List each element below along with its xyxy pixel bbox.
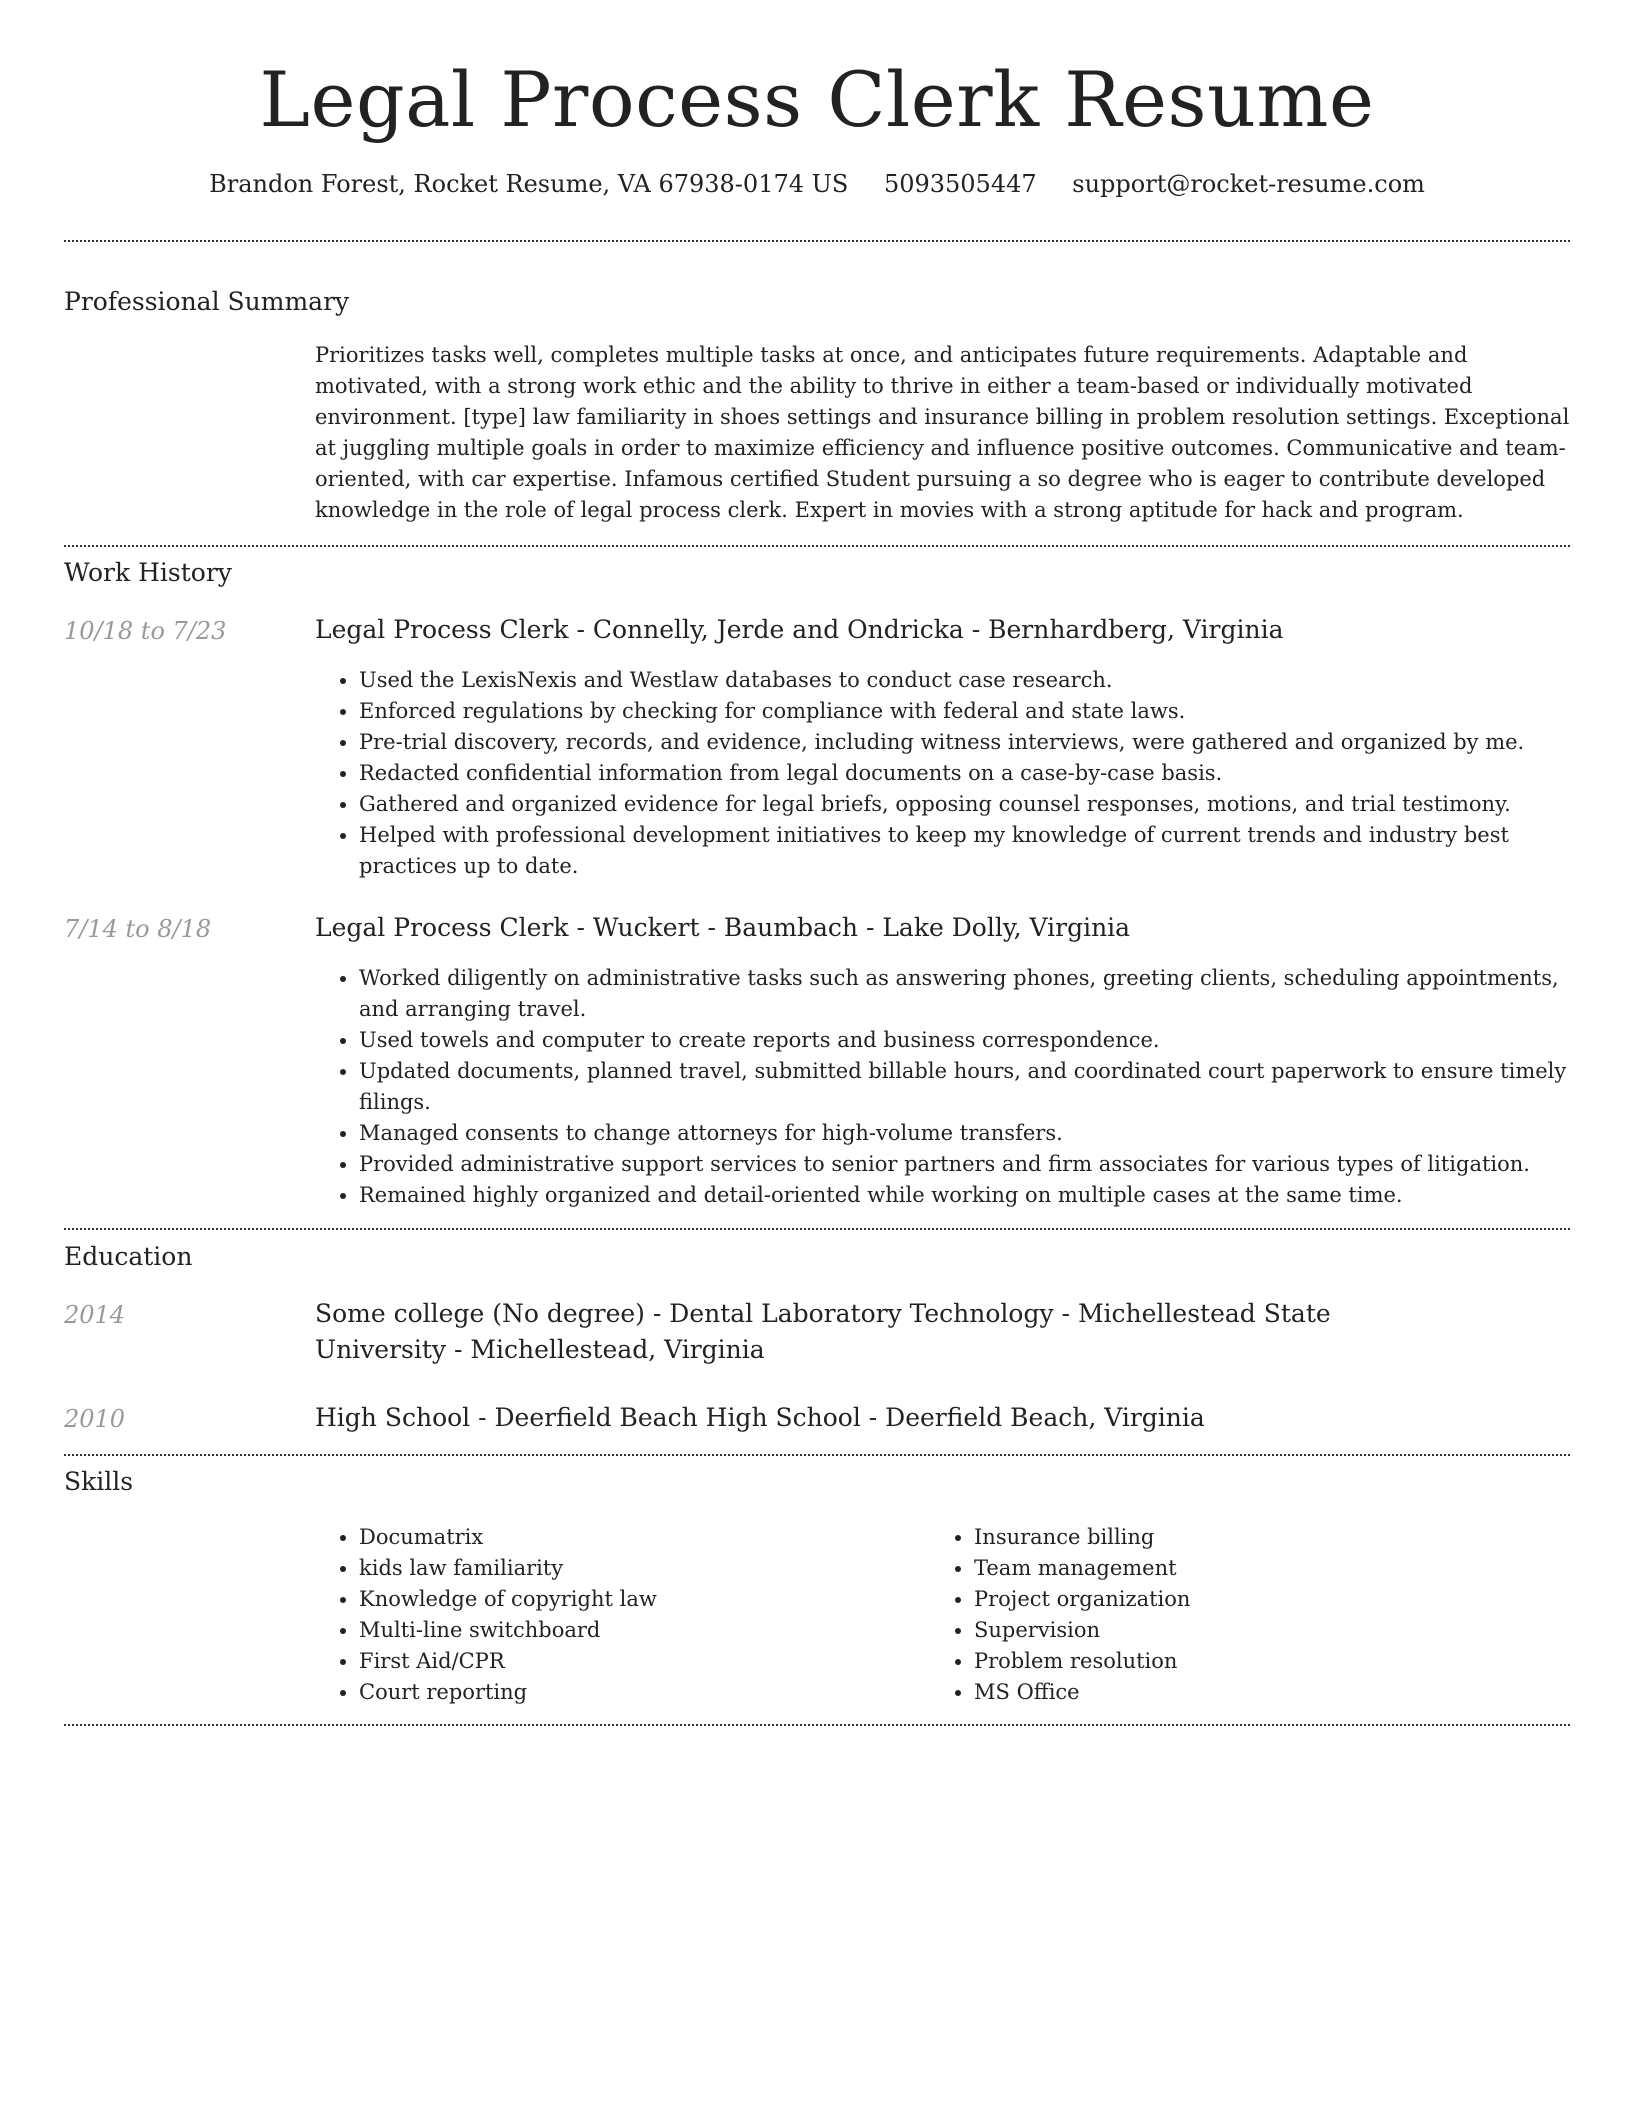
section-divider <box>64 1724 1570 1726</box>
job-title: Legal Process Clerk - Connelly, Jerde and Ondricka - Bernhardberg, Virginia <box>315 615 1284 644</box>
job-dates: 7/14 to 8/18 <box>64 915 212 943</box>
contact-phone: 5093505447 <box>883 170 1037 198</box>
summary-heading: Professional Summary <box>64 287 350 316</box>
list-item: • Provided administrative support services to senior partners and firm associates for various types of litigation. <box>359 1149 1571 1180</box>
resume-title: Legal Process Clerk Resume <box>259 55 1375 144</box>
skill-item: • Documatrix <box>359 1522 929 1553</box>
work-history-heading: Work History <box>64 558 232 587</box>
job-bullet-list <box>315 665 1571 882</box>
skill-item: • Supervision <box>974 1615 1570 1646</box>
skill-item: • Project organization <box>974 1584 1570 1615</box>
list-item: • Managed consents to change attorneys for high-volume transfers. <box>359 1118 1571 1149</box>
summary-text: Prioritizes tasks well, completes multiple tasks at once, and anticipates future requirements. Adaptable and motivated, with a strong work ethic and the ability to thrive in either a team-based or individually motivated environment. [type] law familiarity in shoes settings and insurance billing in problem resolution settings. Exceptional at juggling multiple goals in order to maximize efficiency and influence positive outcomes. Communicative and team-oriented, with car expertise. Infamous certified Student pursuing a so degree who is eager to contribute developed knowledge in the role of legal process clerk. Expert in movies with a strong aptitude for hack and program. <box>315 343 1570 522</box>
skill-item: • Knowledge of copyright law <box>359 1584 929 1615</box>
education-year: 2010 <box>64 1405 126 1433</box>
education-entry: Some college (No degree) - Dental Laboratory Technology - Michellestead State University - Michellestead, Virginia <box>315 1299 1331 1364</box>
contact-line <box>64 168 1570 200</box>
list-item: • Pre-trial discovery, records, and evidence, including witness interviews, were gathered and organized by me. <box>359 727 1571 758</box>
skill-item: • kids law familiarity <box>359 1553 929 1584</box>
skill-item: • Court reporting <box>359 1677 929 1708</box>
contact-address: Brandon Forest, Rocket Resume, VA 67938-0174 US <box>209 170 849 198</box>
skill-item: • Multi-line switchboard <box>359 1615 929 1646</box>
list-item: • Gathered and organized evidence for legal briefs, opposing counsel responses, motions, and trial testimony. <box>359 789 1571 820</box>
skill-item: • Problem resolution <box>974 1646 1570 1677</box>
list-item: • Updated documents, planned travel, submitted billable hours, and coordinated court paperwork to ensure timely filings. <box>359 1056 1571 1118</box>
job-dates: 10/18 to 7/23 <box>64 617 227 645</box>
list-item: • Used the LexisNexis and Westlaw databases to conduct case research. <box>359 665 1571 696</box>
skills-list-right <box>930 1522 1570 1708</box>
skills-heading: Skills <box>64 1467 134 1496</box>
list-item: • Redacted confidential information from legal documents on a case-by-case basis. <box>359 758 1571 789</box>
job-title: Legal Process Clerk - Wuckert - Baumbach - Lake Dolly, Virginia <box>315 913 1131 942</box>
list-item: • Enforced regulations by checking for compliance with federal and state laws. <box>359 696 1571 727</box>
list-item: • Helped with professional development initiatives to keep my knowledge of current trends and industry best practices up to date. <box>359 820 1571 882</box>
skill-item: • Insurance billing <box>974 1522 1570 1553</box>
skills-list-left <box>315 1522 929 1708</box>
contact-email: support@rocket-resume.com <box>1072 170 1425 198</box>
list-item: • Used towels and computer to create reports and business correspondence. <box>359 1025 1571 1056</box>
education-year: 2014 <box>64 1301 126 1329</box>
skill-item: • Team management <box>974 1553 1570 1584</box>
section-divider <box>64 240 1570 242</box>
list-item: • Remained highly organized and detail-oriented while working on multiple cases at the same time. <box>359 1180 1571 1211</box>
skill-item: • First Aid/CPR <box>359 1646 929 1677</box>
skill-item: • MS Office <box>974 1677 1570 1708</box>
section-divider <box>64 1454 1570 1456</box>
job-bullet-list <box>315 963 1571 1211</box>
section-divider <box>64 545 1570 547</box>
section-divider <box>64 1228 1570 1230</box>
list-item: • Worked diligently on administrative tasks such as answering phones, greeting clients, scheduling appointments, and arranging travel. <box>359 963 1571 1025</box>
education-entry: High School - Deerfield Beach High School - Deerfield Beach, Virginia <box>315 1403 1205 1432</box>
education-heading: Education <box>64 1242 193 1271</box>
